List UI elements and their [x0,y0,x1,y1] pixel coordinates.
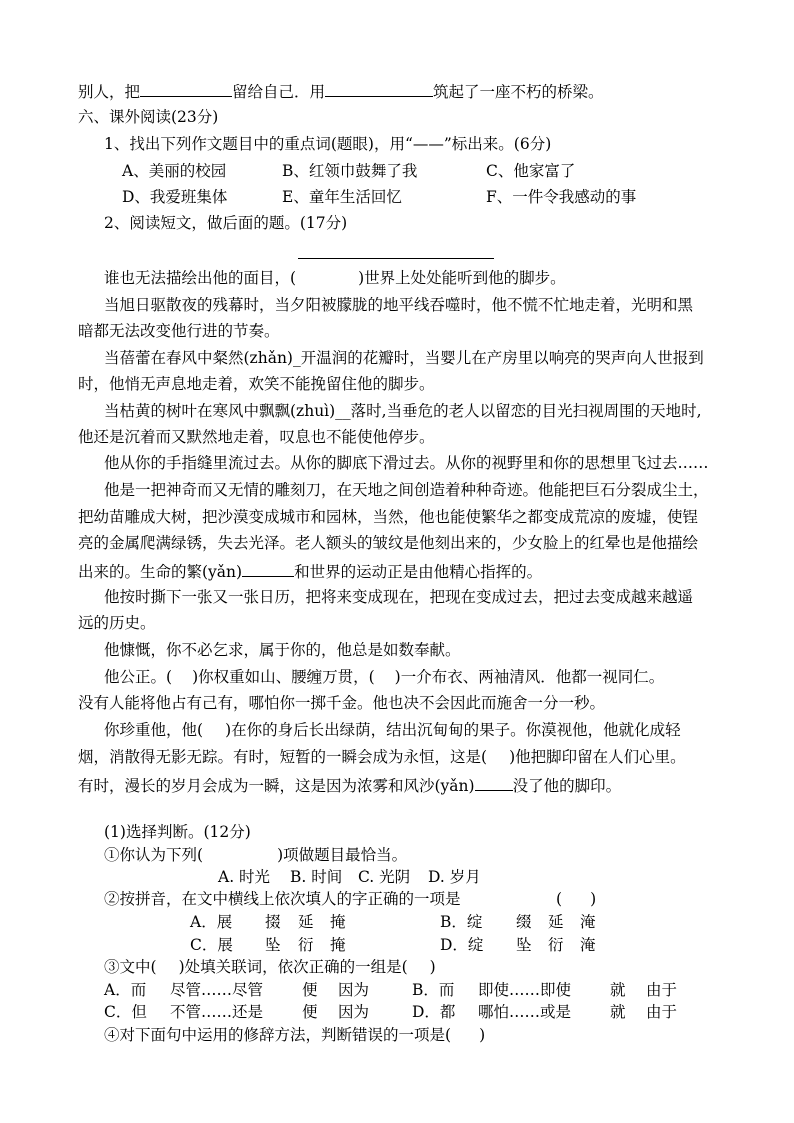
choice-option: 淹 [580,936,596,954]
question-2-prompt: 2、阅读短文，做后面的题。(17分) [104,214,348,232]
choice-option: C. 光阴 [358,868,411,886]
choice-option: B. 时间 [290,868,343,886]
option-e: E、童年生活回忆 [282,188,402,206]
question-line [104,1025,485,1045]
passage-line: 当旭日驱散夜的残幕时，当夕阳被朦胧的地平线吞噬时，他不慌不忙地走着，光明和黑 [104,296,694,314]
choice-option: 不管……还是 [170,1003,264,1021]
option-d: D、我爱班集体 [122,188,228,206]
paren-open: ( [556,890,563,908]
choice-option: 掩 [330,913,346,931]
question-text: ②按拼音，在文中横线上依次填人的字正确的一项是 [104,890,461,908]
choice-option: 缀 [516,913,532,931]
question-text: ④对下面句中运用的修辞方法，判断错误的一项是( [104,1026,452,1044]
passage-line: 当蓓蕾在春风中粲然(zhǎn)_开温润的花瓣时，当婴儿在产房里以响亮的哭声向人世报到 [104,349,704,367]
choice-option: 就 [610,1003,626,1021]
choice-option: 由于 [646,1003,678,1021]
passage-line [78,747,686,767]
passage-line: 暗都无法改变他行进的节奏。 [78,322,280,340]
choice-option: 淹 [580,913,596,931]
passage-line: 他还是沉着而又默然地走着，叹息也不能使他停步。 [78,428,435,446]
choice-option: 便 [302,981,318,999]
passage-line: 他慷慨，你不必乞求，属于你的，他总是如数奉献。 [104,641,461,659]
question-line [104,845,407,865]
choice-option: B．绽 [440,913,483,931]
fill-blank[interactable] [140,80,232,97]
subquestion-heading: (1)选择判断。(12分) [104,823,251,841]
choice-option: A．展 [190,913,233,931]
choice-option: 延 [298,913,314,931]
choice-option: 由于 [646,981,678,999]
intro-text-2: 留给自己．用 [232,83,326,101]
choice-option: 坠 [516,936,532,954]
passage-line [78,560,542,582]
choice-option: 因为 [338,981,370,999]
choice-option: B．而 [412,981,455,999]
passage-text: 和世界的运动正是由他精心指挥的。 [294,563,543,581]
question-line [104,889,461,909]
choice-option: 坠 [265,936,281,954]
option-a: A、美丽的校园 [122,162,227,180]
option-f: F、一件令我感动的事 [486,188,637,206]
choice-option: 衍 [298,936,314,954]
option-b: B、红领巾鼓舞了我 [282,162,418,180]
fill-blank[interactable] [475,774,513,791]
passage-text: )一介布衣、两袖清风．他都一视同仁。 [394,668,665,686]
passage-line: 他是一把神奇而又无情的雕刻刀，在天地之间创造着种种奇迹。他能把巨石分裂成尘土， [104,481,709,499]
passage-line: 没有人能将他占有己有，哪怕你一掷千金。他也决不会因此而施舍一分一秒。 [78,694,606,712]
passage-text: 你珍重他，他( [104,721,204,739]
choice-option: A．而 [104,981,147,999]
passage-line: 把幼苗雕成大树，把沙漠变成城市和园林，当然，他也能使繁华之都变成荒凉的废墟，使锃 [78,508,699,526]
passage-line [78,774,621,796]
choice-option: 衍 [548,936,564,954]
choice-option: 就 [610,981,626,999]
passage-text: 有时，漫长的岁月会成为一瞬，这是因为浓雾和风沙(yǎn) [78,777,475,795]
passage-line [104,720,681,740]
question-1-prompt: 1、找出下列作文题目中的重点词(题眼)，用“——”标出来。(6分) [104,135,552,153]
passage-text: )世界上处处能听到他的脚步。 [358,269,566,287]
answer-paren[interactable] [556,889,596,909]
passage-text: 他公正。( [104,668,173,686]
choice-option: 延 [548,913,564,931]
section-heading: 六、课外阅读(23分) [78,108,219,126]
passage-text: 出来的。生命的繁(yǎn) [78,563,243,581]
choice-option: 掇 [265,913,281,931]
passage-line: 他按时撕下一张又一张日历，把将来变成现在，把现在变成过去，把过去变成越来越遥 [104,588,694,606]
choice-option: D．都 [412,1003,456,1021]
choice-option: C．但 [104,1003,147,1021]
choice-option: D. 岁月 [428,868,481,886]
passage-text: 没了他的脚印。 [512,777,622,795]
passage-line: 时，他悄无声息地走着，欢笑不能挽留住他的脚步。 [78,375,435,393]
passage-text: )他把脚印留在人们心里。 [509,748,686,766]
choice-option: 便 [302,1003,318,1021]
question-text: ③文中( [104,958,157,976]
passage-line: 远的历史。 [78,614,156,632]
choice-option: 因为 [338,1003,370,1021]
choice-option: 哪怕……或是 [478,1003,572,1021]
question-text: ) [479,1026,486,1044]
passage-line: 亮的金属爬满绿锈，失去光泽。老人额头的皱纹是他刻出来的，少女脸上的红晕也是他描绘 [78,534,699,552]
choice-option: 尽管……尽管 [170,981,264,999]
choice-option: 掩 [330,936,346,954]
question-line [104,957,436,977]
intro-text-3: 筑起了一座不朽的桥梁。 [433,83,604,101]
passage-line [104,667,664,687]
passage-text: )在你的身后长出绿荫，结出沉甸甸的果子。你漠视他，他就化成轻 [225,721,681,739]
choice-option: 即使……即使 [478,981,572,999]
choice-option: A. 时光 [218,868,271,886]
choice-option: C．展 [190,936,233,954]
passage-line [104,268,566,288]
question-text: ) [429,958,436,976]
question-text: )项做题目最恰当。 [277,846,408,864]
fill-blank[interactable] [242,560,294,577]
passage-line: 他从你的手指缝里流过去。从你的脚底下滑过去。从你的视野里和你的思想里飞过去…… [104,454,709,472]
passage-title-blank[interactable] [298,258,494,259]
intro-text-1: 别人，把 [78,83,141,101]
choice-option: D．绽 [440,936,484,954]
fill-blank[interactable] [325,80,433,97]
option-c: C、他家富了 [486,162,576,180]
passage-text: 谁也无法描绘出他的面目，( [104,269,297,287]
intro-line [78,80,604,102]
passage-text: )你权重如山、腰缠万贯，( [192,668,375,686]
passage-line: 当枯黄的树叶在寒风中飘飘(zhuì)__落时,当垂危的老人以留恋的目光扫视周围的天地时, [104,402,702,420]
question-text: )处填关联词，依次正确的一组是( [178,958,408,976]
passage-text: 烟，消散得无影无踪。有时，短暂的一瞬会成为永恒，这是( [78,748,488,766]
question-text: ①你认为下列( [104,846,204,864]
paren-close: ) [590,890,597,908]
